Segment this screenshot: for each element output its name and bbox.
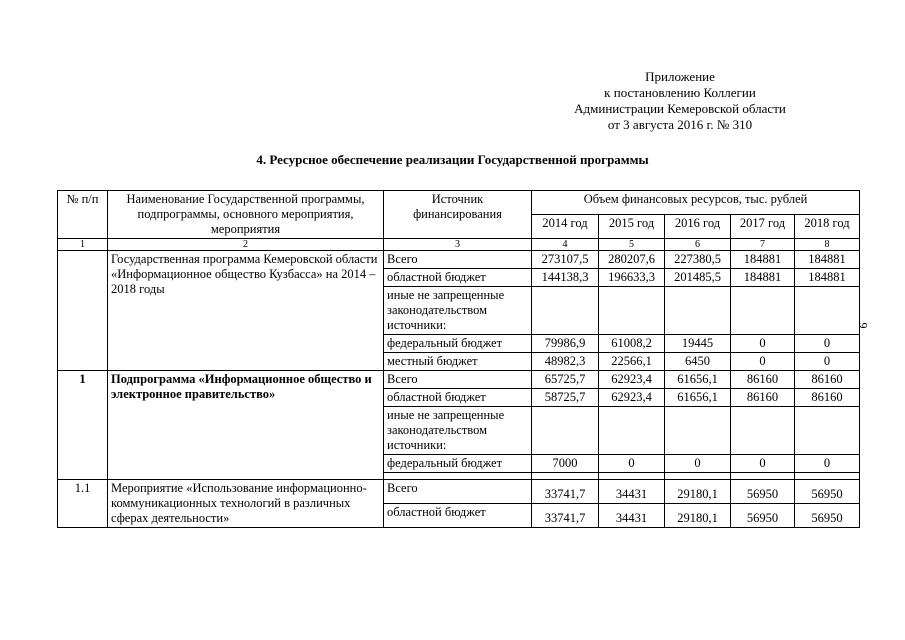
table-row [58, 251, 860, 269]
amount-cell: 280207,6 [599, 251, 665, 269]
amount-cell: 184881 [795, 251, 860, 269]
amount-cell: 33741,7 [532, 504, 599, 528]
amount-cell: 273107,5 [532, 251, 599, 269]
funding-source: Всего [384, 480, 532, 504]
amount-cell: 19445 [665, 335, 731, 353]
amount-cell: 65725,7 [532, 371, 599, 389]
amount-cell [599, 407, 665, 455]
spacer-cell [532, 473, 599, 480]
amount-cell: 79986,9 [532, 335, 599, 353]
amount-cell: 48982,3 [532, 353, 599, 371]
row-number: 1 [58, 371, 108, 480]
amount-cell: 0 [795, 455, 860, 473]
funding-source: иные не запрещенные законодательством источники: [384, 287, 532, 335]
column-index: 4 [532, 239, 599, 251]
amount-cell [795, 407, 860, 455]
amount-cell: 6450 [665, 353, 731, 371]
row-name: Государственная программа Кемеровской области «Информационное общество Кузбасса» на 2014 – 2018 годы [108, 251, 384, 371]
amount-cell: 34431 [599, 504, 665, 528]
annex-line: от 3 августа 2016 г. № 310 [607, 117, 753, 132]
annex-line: Приложение [645, 69, 715, 84]
amount-cell: 56950 [731, 480, 795, 504]
amount-cell: 7000 [532, 455, 599, 473]
spacer-cell [731, 473, 795, 480]
amount-cell: 86160 [795, 371, 860, 389]
spacer-cell [795, 473, 860, 480]
table-row [58, 371, 860, 389]
amount-cell: 33741,7 [532, 480, 599, 504]
amount-cell: 0 [731, 455, 795, 473]
amount-cell [599, 287, 665, 335]
amount-cell [665, 407, 731, 455]
column-index: 8 [795, 239, 860, 251]
amount-cell: 58725,7 [532, 389, 599, 407]
amount-cell [731, 287, 795, 335]
amount-cell: 196633,3 [599, 269, 665, 287]
amount-cell: 227380,5 [665, 251, 731, 269]
header-year: 2017 год [731, 215, 795, 239]
funding-source: областной бюджет [384, 269, 532, 287]
amount-cell: 62923,4 [599, 389, 665, 407]
amount-cell: 62923,4 [599, 371, 665, 389]
resource-table [57, 190, 860, 528]
amount-cell: 56950 [795, 480, 860, 504]
amount-cell: 56950 [795, 504, 860, 528]
header-source: Источник финансирования [384, 191, 532, 239]
header-volume: Объем финансовых ресурсов, тыс. рублей [532, 191, 860, 215]
column-index: 3 [384, 239, 532, 251]
amount-cell: 184881 [731, 251, 795, 269]
amount-cell: 29180,1 [665, 480, 731, 504]
spacer-cell [665, 473, 731, 480]
amount-cell: 56950 [731, 504, 795, 528]
funding-source: Всего [384, 371, 532, 389]
funding-source: областной бюджет [384, 504, 532, 528]
funding-source: федеральный бюджет [384, 455, 532, 473]
amount-cell: 0 [795, 335, 860, 353]
header-year: 2018 год [795, 215, 860, 239]
amount-cell [795, 287, 860, 335]
amount-cell: 0 [795, 353, 860, 371]
amount-cell: 0 [665, 455, 731, 473]
spacer-cell [384, 473, 532, 480]
column-index: 5 [599, 239, 665, 251]
row-number: 1.1 [58, 480, 108, 528]
header-year: 2015 год [599, 215, 665, 239]
header-num: № п/п [58, 191, 108, 239]
amount-cell [731, 407, 795, 455]
funding-source: областной бюджет [384, 389, 532, 407]
amount-cell: 61008,2 [599, 335, 665, 353]
funding-source: иные не запрещенные законодательством источники: [384, 407, 532, 455]
funding-source: Всего [384, 251, 532, 269]
amount-cell [665, 287, 731, 335]
header-year: 2016 год [665, 215, 731, 239]
section-title: 4. Ресурсное обеспечение реализации Государственной программы [256, 152, 649, 167]
amount-cell: 184881 [731, 269, 795, 287]
amount-cell: 34431 [599, 480, 665, 504]
amount-cell: 29180,1 [665, 504, 731, 528]
column-index: 1 [58, 239, 108, 251]
table-row [58, 480, 860, 504]
column-index: 7 [731, 239, 795, 251]
column-index: 6 [665, 239, 731, 251]
amount-cell: 144138,3 [532, 269, 599, 287]
amount-cell: 61656,1 [665, 389, 731, 407]
row-number [58, 251, 108, 371]
annex-line: Администрации Кемеровской области [574, 101, 786, 116]
amount-cell: 86160 [795, 389, 860, 407]
annex-line: к постановлению Коллегии [604, 85, 756, 100]
amount-cell: 86160 [731, 371, 795, 389]
amount-cell [532, 287, 599, 335]
column-index-row [58, 239, 860, 251]
table-header-row [58, 191, 860, 215]
funding-source: федеральный бюджет [384, 335, 532, 353]
amount-cell: 0 [599, 455, 665, 473]
header-name: Наименование Государственной программы, подпрограммы, основного мероприятия, мероприятия [108, 191, 384, 239]
amount-cell: 61656,1 [665, 371, 731, 389]
column-index: 2 [108, 239, 384, 251]
amount-cell: 0 [731, 335, 795, 353]
header-year: 2014 год [532, 215, 599, 239]
funding-source: местный бюджет [384, 353, 532, 371]
amount-cell: 201485,5 [665, 269, 731, 287]
amount-cell: 0 [731, 353, 795, 371]
page-number: 9 [856, 322, 871, 329]
amount-cell [532, 407, 599, 455]
spacer-cell [599, 473, 665, 480]
row-name: Мероприятие «Использование информационно-коммуникационных технологий в различных сферах деятельности» [108, 480, 384, 528]
row-name: Подпрограмма «Информационное общество и электронное правительство» [108, 371, 384, 480]
amount-cell: 86160 [731, 389, 795, 407]
annex-header [560, 69, 800, 133]
amount-cell: 22566,1 [599, 353, 665, 371]
amount-cell: 184881 [795, 269, 860, 287]
